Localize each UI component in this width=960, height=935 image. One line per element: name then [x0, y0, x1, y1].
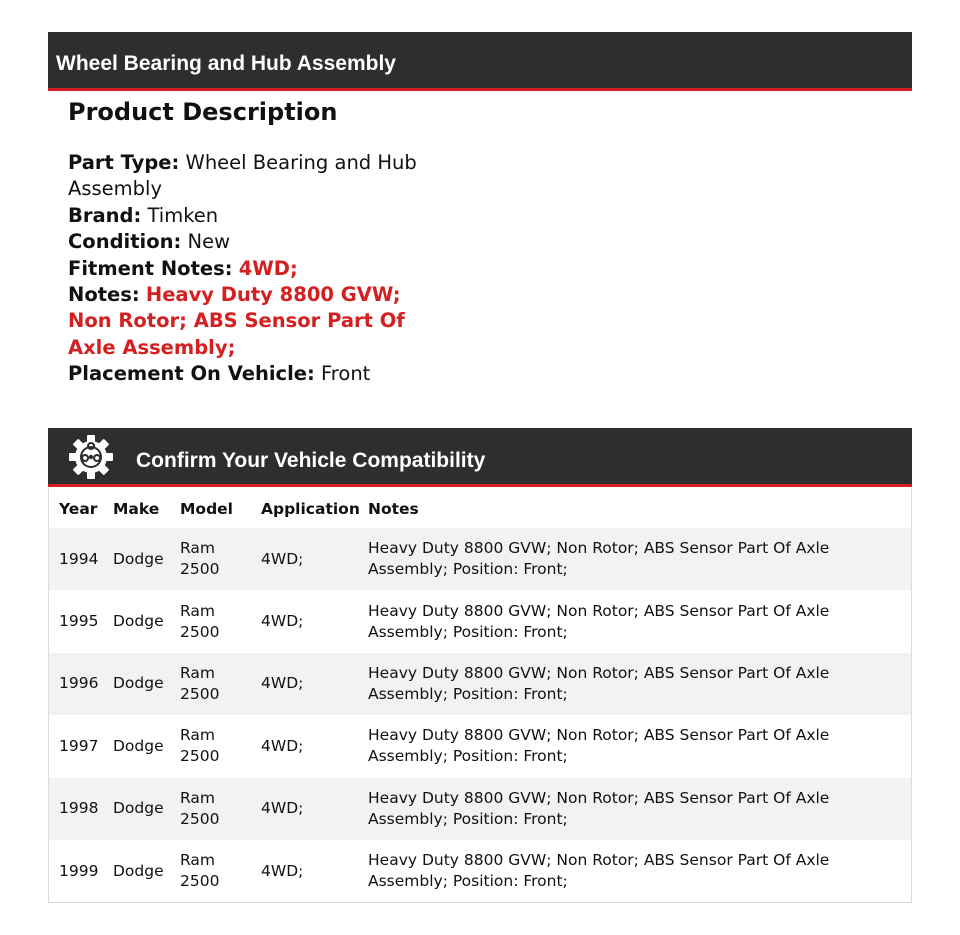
- cell-notes: Heavy Duty 8800 GVW; Non Rotor; ABS Sensor Part Of Axle Assembly; Position: Front;: [358, 528, 911, 590]
- cell-model: Ram 2500: [180, 601, 220, 641]
- cell-application: 4WD;: [251, 528, 358, 590]
- gear-icon: [68, 434, 114, 480]
- column-header-application: Application: [261, 499, 360, 518]
- notes-line: [68, 282, 418, 361]
- cell-make: Dodge: [103, 528, 170, 590]
- cell-notes: Heavy Duty 8800 GVW; Non Rotor; ABS Sensor Part Of Axle Assembly; Position: Front;: [368, 726, 830, 766]
- cell-notes: Heavy Duty 8800 GVW; Non Rotor; ABS Sensor Part Of Axle Assembly; Position: Front;: [368, 851, 830, 891]
- table-row: [49, 778, 911, 840]
- cell-model: Ram 2500: [170, 653, 251, 715]
- compatibility-table: [48, 487, 912, 903]
- cell-model: Ram 2500: [170, 528, 251, 590]
- cell-year: 1994: [49, 528, 103, 590]
- cell-application: 4WD;: [261, 861, 304, 880]
- table-row: [49, 840, 911, 902]
- column-header-make: Make: [113, 499, 160, 518]
- cell-year: 1997: [59, 736, 99, 755]
- part-type-line: [68, 150, 418, 203]
- table-row: [49, 528, 911, 590]
- cell-make: Dodge: [113, 612, 164, 631]
- cell-application: 4WD;: [251, 653, 358, 715]
- compatibility-banner: [48, 428, 912, 487]
- table-row: [49, 590, 911, 652]
- condition-label: Condition:: [68, 230, 182, 254]
- notes-label: Notes:: [68, 283, 140, 307]
- cell-make: Dodge: [113, 736, 164, 755]
- brand-line: [68, 203, 418, 229]
- table-header-row: [49, 487, 911, 528]
- condition-line: [68, 229, 418, 255]
- product-title: Wheel Bearing and Hub Assembly: [56, 52, 396, 75]
- cell-notes: Heavy Duty 8800 GVW; Non Rotor; ABS Sensor Part Of Axle Assembly; Position: Front;: [368, 601, 830, 641]
- column-header-model: Model: [180, 499, 233, 518]
- cell-make: Dodge: [103, 653, 170, 715]
- cell-notes: Heavy Duty 8800 GVW; Non Rotor; ABS Sensor Part Of Axle Assembly; Position: Front;: [358, 778, 911, 840]
- placement-value: Front: [321, 362, 371, 386]
- condition-value: New: [187, 230, 231, 254]
- table-row: [49, 653, 911, 715]
- cell-make: Dodge: [113, 861, 164, 880]
- column-header-year: Year: [59, 499, 98, 518]
- brand-value: Timken: [147, 203, 219, 227]
- cell-year: 1995: [59, 612, 99, 631]
- cell-year: 1998: [49, 778, 103, 840]
- product-title-banner: [48, 32, 912, 91]
- part-type-value: Wheel Bearing and Hub Assembly: [68, 151, 417, 201]
- cell-application: 4WD;: [261, 736, 304, 755]
- column-header-notes: Notes: [368, 499, 419, 518]
- fitment-value: 4WD;: [238, 256, 298, 280]
- table-row: [49, 715, 911, 777]
- cell-model: Ram 2500: [180, 851, 220, 891]
- cell-application: 4WD;: [261, 612, 304, 631]
- fitment-label: Fitment Notes:: [68, 256, 233, 280]
- compatibility-title: Confirm Your Vehicle Compatibility: [136, 449, 486, 472]
- description-heading: Product Description: [68, 98, 338, 126]
- fitment-line: [68, 256, 418, 282]
- placement-line: [68, 361, 418, 387]
- cell-model: Ram 2500: [170, 778, 251, 840]
- notes-value: Heavy Duty 8800 GVW; Non Rotor; ABS Sensor Part Of Axle Assembly;: [68, 283, 405, 359]
- cell-year: 1996: [49, 653, 103, 715]
- cell-notes: Heavy Duty 8800 GVW; Non Rotor; ABS Sensor Part Of Axle Assembly; Position: Front;: [358, 653, 911, 715]
- part-type-label: Part Type:: [68, 151, 180, 174]
- brand-label: Brand:: [68, 203, 142, 227]
- cell-application: 4WD;: [251, 778, 358, 840]
- cell-year: 1999: [59, 861, 99, 880]
- cell-make: Dodge: [103, 778, 170, 840]
- product-description: [68, 97, 418, 388]
- cell-model: Ram 2500: [180, 726, 220, 766]
- placement-label: Placement On Vehicle:: [68, 362, 315, 386]
